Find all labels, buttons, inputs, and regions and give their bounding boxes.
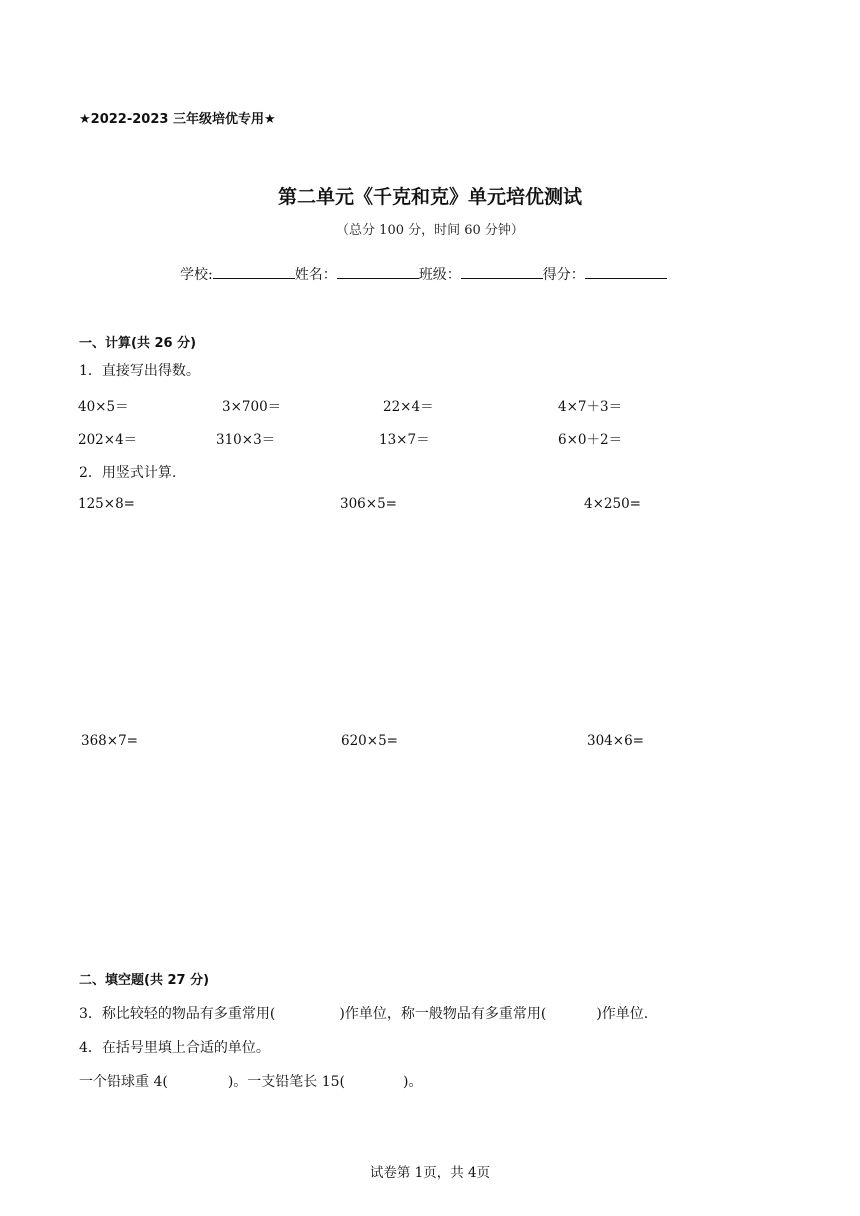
q4-text-3: )。 xyxy=(403,1074,423,1090)
score-blank[interactable] xyxy=(585,264,667,279)
calc-item: 6×0＋2＝ xyxy=(558,432,623,448)
q4-text-1: 一个铅球重 4( xyxy=(79,1074,168,1090)
class-label: 班级： xyxy=(418,267,461,283)
calc-item: 3×700＝ xyxy=(222,399,282,415)
page-footer: 试卷第 1页，共 4页 xyxy=(369,1165,491,1181)
vertical-calc-item: 4×250= xyxy=(584,496,641,512)
name-label: 姓名： xyxy=(294,267,337,283)
school-label: 学校: xyxy=(180,267,213,283)
calc-item: 13×7＝ xyxy=(379,432,430,448)
question-4-line xyxy=(79,1071,423,1091)
calc-item: 22×4＝ xyxy=(383,399,434,415)
question-1: 1．直接写出得数。 xyxy=(79,363,200,379)
header-tag: ★2022-2023 三年级培优专用★ xyxy=(79,112,276,127)
class-blank[interactable] xyxy=(461,264,543,279)
vertical-calc-item: 304×6= xyxy=(587,733,644,749)
vertical-calc-item: 125×8= xyxy=(78,496,135,512)
vertical-calc-item: 368×7= xyxy=(81,733,138,749)
page-subtitle: （总分 100 分，时间 60 分钟） xyxy=(336,223,524,238)
question-4: 4．在括号里填上合适的单位。 xyxy=(79,1040,270,1056)
score-label: 得分： xyxy=(542,267,585,283)
student-info-line xyxy=(180,264,667,284)
calc-item: 4×7＋3＝ xyxy=(558,399,623,415)
q3-text-1: 3．称比较轻的物品有多重常用( xyxy=(79,1006,276,1022)
q3-text-2: )作单位，称一般物品有多重常用( xyxy=(339,1006,547,1022)
q3-text-3: )作单位. xyxy=(596,1006,649,1022)
section1-heading: 一、计算(共 26 分) xyxy=(79,336,197,351)
calc-item: 40×5＝ xyxy=(78,399,129,415)
school-blank[interactable] xyxy=(213,264,295,279)
page-title: 第二单元《千克和克》单元培优测试 xyxy=(277,186,582,208)
calc-item: 310×3＝ xyxy=(216,432,276,448)
section2-heading: 二、填空题(共 27 分) xyxy=(79,973,210,988)
calc-item: 202×4＝ xyxy=(78,432,138,448)
vertical-calc-item: 306×5= xyxy=(340,496,397,512)
question-2: 2．用竖式计算. xyxy=(79,465,177,481)
name-blank[interactable] xyxy=(337,264,419,279)
question-3 xyxy=(79,1003,648,1023)
q4-text-2: )。一支铅笔长 15( xyxy=(227,1074,346,1090)
vertical-calc-item: 620×5= xyxy=(341,733,398,749)
